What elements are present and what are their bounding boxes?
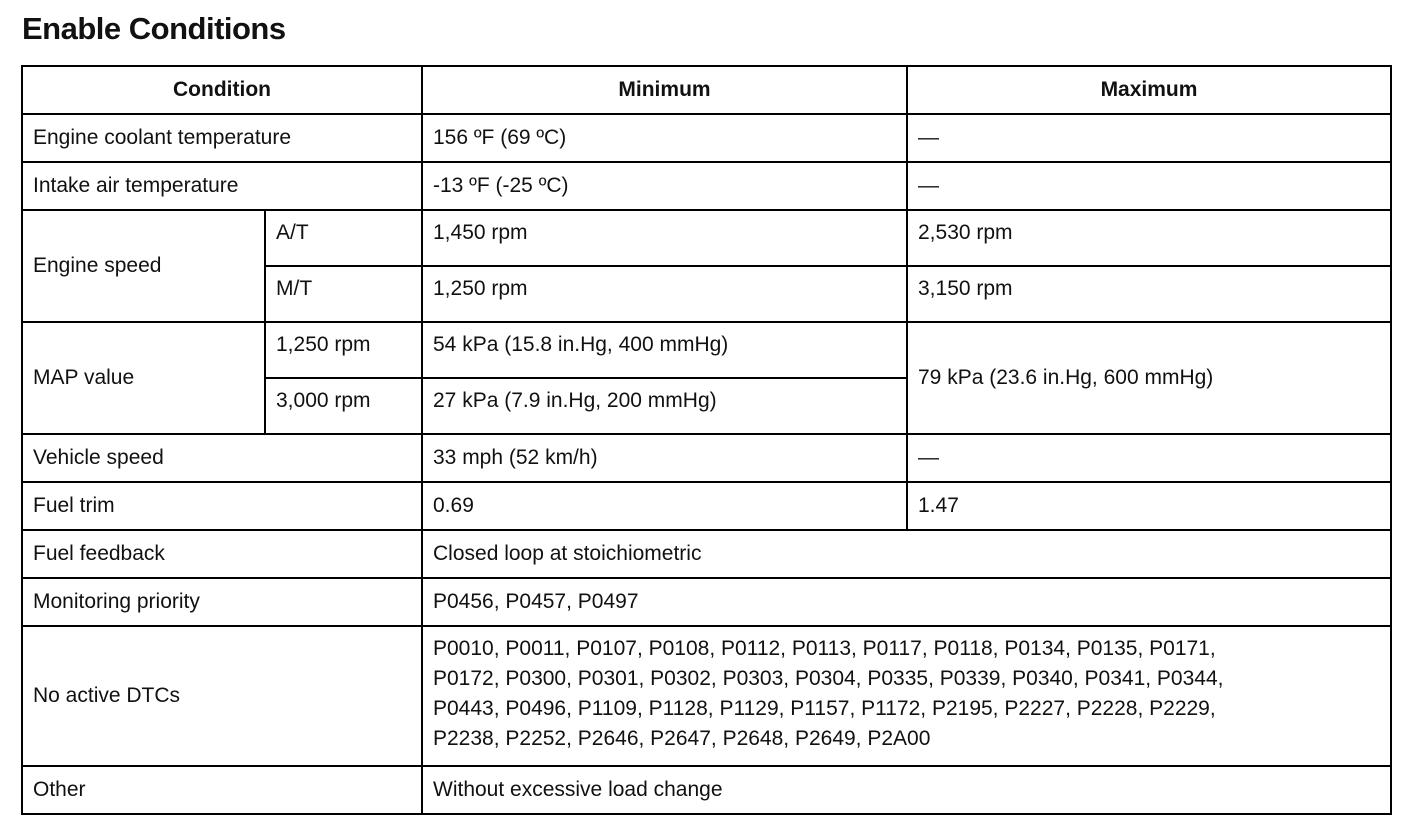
minimum-cell: 33 mph (52 km/h): [422, 434, 907, 482]
condition-cell: MAP value: [22, 322, 265, 434]
minimum-cell: 156 ºF (69 ºC): [422, 114, 907, 162]
condition-cell: Monitoring priority: [22, 578, 422, 626]
condition-cell: Fuel trim: [22, 482, 422, 530]
header-condition: Condition: [22, 66, 422, 114]
maximum-cell: 2,530 rpm: [907, 210, 1391, 266]
table-row: [22, 114, 1391, 162]
table-row: [22, 210, 1391, 266]
condition-cell: Other: [22, 766, 422, 814]
table-row: [22, 766, 1391, 814]
sub-condition-cell: A/T: [265, 210, 422, 266]
value-cell: Without excessive load change: [422, 766, 1391, 814]
header-maximum: Maximum: [907, 66, 1391, 114]
maximum-cell: 3,150 rpm: [907, 266, 1391, 322]
minimum-cell: 54 kPa (15.8 in.Hg, 400 mmHg): [422, 322, 907, 378]
dtc-line: P0443, P0496, P1109, P1128, P1129, P1157, P1172, P2195, P2227, P2228, P2229,: [433, 697, 1216, 720]
condition-cell: Engine coolant temperature: [22, 114, 422, 162]
dtc-line: P0010, P0011, P0107, P0108, P0112, P0113, P0117, P0118, P0134, P0135, P0171,: [433, 637, 1216, 660]
table-header-row: [22, 66, 1391, 114]
condition-cell: Vehicle speed: [22, 434, 422, 482]
minimum-cell: -13 ºF (-25 ºC): [422, 162, 907, 210]
header-minimum: Minimum: [422, 66, 907, 114]
sub-condition-cell: 3,000 rpm: [265, 378, 422, 434]
dtc-line: P0172, P0300, P0301, P0302, P0303, P0304, P0335, P0339, P0340, P0341, P0344,: [433, 667, 1224, 690]
table-row: [22, 626, 1391, 766]
table-row: [22, 162, 1391, 210]
maximum-cell: 79 kPa (23.6 in.Hg, 600 mmHg): [907, 322, 1391, 434]
condition-cell: No active DTCs: [22, 626, 422, 766]
sub-condition-cell: M/T: [265, 266, 422, 322]
table-row: [22, 578, 1391, 626]
condition-cell: Fuel feedback: [22, 530, 422, 578]
dtc-list-cell: [422, 626, 1391, 766]
sub-condition-cell: 1,250 rpm: [265, 322, 422, 378]
maximum-cell: —: [907, 434, 1391, 482]
minimum-cell: 0.69: [422, 482, 907, 530]
dtc-line: P2238, P2252, P2646, P2647, P2648, P2649, P2A00: [433, 727, 931, 750]
page-title: Enable Conditions: [22, 11, 286, 46]
maximum-cell: —: [907, 162, 1391, 210]
condition-cell: Engine speed: [22, 210, 265, 322]
table-row: [22, 322, 1391, 378]
table-row: [22, 530, 1391, 578]
maximum-cell: —: [907, 114, 1391, 162]
minimum-cell: 27 kPa (7.9 in.Hg, 200 mmHg): [422, 378, 907, 434]
minimum-cell: 1,250 rpm: [422, 266, 907, 322]
enable-conditions-table: [21, 65, 1392, 815]
value-cell: Closed loop at stoichiometric: [422, 530, 1391, 578]
value-cell: P0456, P0457, P0497: [422, 578, 1391, 626]
table-row: [22, 482, 1391, 530]
maximum-cell: 1.47: [907, 482, 1391, 530]
table-row: [22, 434, 1391, 482]
minimum-cell: 1,450 rpm: [422, 210, 907, 266]
condition-cell: Intake air temperature: [22, 162, 422, 210]
